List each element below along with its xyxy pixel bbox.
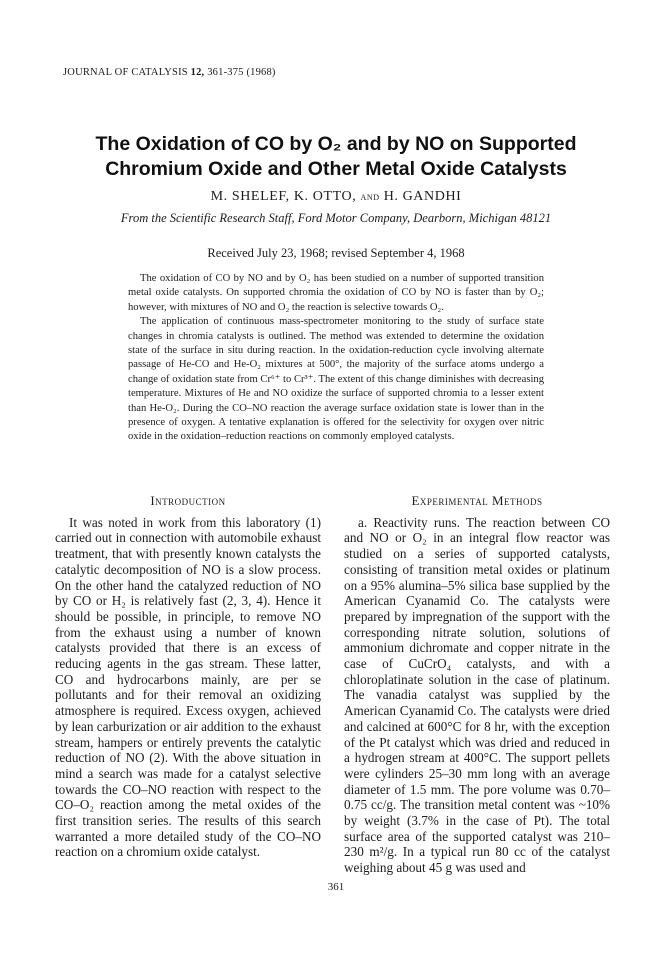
journal-pages: 361-375 (1968) [207, 67, 276, 78]
journal-citation [63, 67, 276, 78]
methods-text: a. Reactivity runs. The reaction between CO and NO or O₂ in an integral flow reactor was studied on a series of supported catalysts, consisting of transition metal oxides or platinum on a 95% alumina–5% silica base supplied by the American Cyanamid Co. The catalysts were prepared by impregnation of the support with the corresponding nitrate solution, solutions of ammonium dichromate and copper nitrate in the case of CuCrO₄ catalysts, and with a chloroplatinate solution in the case of platinum. The vanadia catalyst was supplied by the American Cyanamid Co. The catalysts were dried and calcined at 600°C for 8 hr, with the exception of the Pt catalyst which was dried and reduced in a hydrogen stream at 400°C. The support pellets were cylinders 25–30 mm long with an average diameter of 1.5 mm. The pore volume was 0.70–0.75 cc/g. The transition metal content was ~10% by weight (3.7% in the case of Pt). The total surface area of the supported catalyst was 210–230 m²/g. In a typical run 80 cc of the catalyst weighing about 45 g was used and [344, 514, 610, 876]
title-line-1: The Oxidation of CO by O₂ and by NO on Supported [95, 133, 577, 155]
received-dates: Received July 23, 1968; revised September 4, 1968 [207, 246, 465, 260]
introduction-heading: Introduction [150, 493, 226, 508]
affiliation: From the Scientific Research Staff, Ford Motor Company, Dearborn, Michigan 48121 [120, 211, 552, 225]
authors-first: M. SHELEF, K. OTTO, [210, 189, 357, 204]
introduction-section [55, 493, 321, 860]
authors-last: H. GANDHI [383, 189, 462, 204]
author-list [40, 189, 632, 205]
abstract-paragraph-2: The application of continuous mass-spectrometer monitoring to the study of surface state changes in chromia catalysts is outlined. The method was extended to determine the oxidation state of the surface in situ during reaction. In the oxidation-reduction cycle involving alternate passage of He-CO and He-O₂ mixtures at 500°, the majority of the surface atoms undergo a change of oxidation state from Cr⁶⁺ to Cr³⁺. The extent of this change diminishes with decreasing temperature. Mixtures of He and NO oxidize the surface of supported chromia to a lesser extent than He-O₂. During the CO–NO reaction the average surface oxidation state is lower than in the presence of oxygen. A tentative explanation is offered for the selectivity for oxygen over nitric oxide in the oxidation–reduction reactions on commonly employed catalysts. [128, 316, 544, 443]
introduction-text: It was noted in work from this laboratory (1) carried out in connection with automobile exhaust treatment, that with presently known catalysts the catalytic decomposition of NO is a slow process. On the other hand the catalyzed reduction of NO by CO or H₂ is relatively fast (2, 3, 4). Hence it should be possible, in principle, to remove NO from the exhaust using a number of known catalysts provided that there is an excess of reducing agents in the gas stream. These latter, CO and hydrocarbons mainly, are per se pollutants and for their removal an oxidizing atmosphere is required. Excess oxygen, achieved by lean carburization or air addition to the exhaust stream, hampers or entirely prevents the catalytic reduction of NO (2). With the above situation in mind a search was made for a catalyst selective towards the CO–NO reaction with respect to the CO–O₂ reaction among the metal oxides of the first transition series. The results of this search warranted a more detailed study of the CO–NO reaction on a chromium oxide catalyst. [55, 514, 321, 860]
journal-name: JOURNAL OF CATALYSIS [63, 67, 188, 78]
abstract-paragraph-1: The oxidation of CO by NO and by O₂ has been studied on a number of supported transition metal oxide catalysts. On supported chromia the oxidation of CO by NO is faster than by O₂; however, with mixtures of NO and O₂ the reaction is selective towards O₂. [128, 273, 544, 313]
authors-and: and [360, 189, 380, 203]
paper-title [40, 132, 632, 182]
abstract [128, 272, 544, 445]
methods-heading: Experimental Methods [411, 493, 543, 508]
journal-volume: 12, [190, 67, 205, 78]
page-number: 361 [327, 881, 345, 893]
methods-section [344, 493, 610, 876]
title-line-2: Chromium Oxide and Other Metal Oxide Catalysts [105, 158, 567, 180]
